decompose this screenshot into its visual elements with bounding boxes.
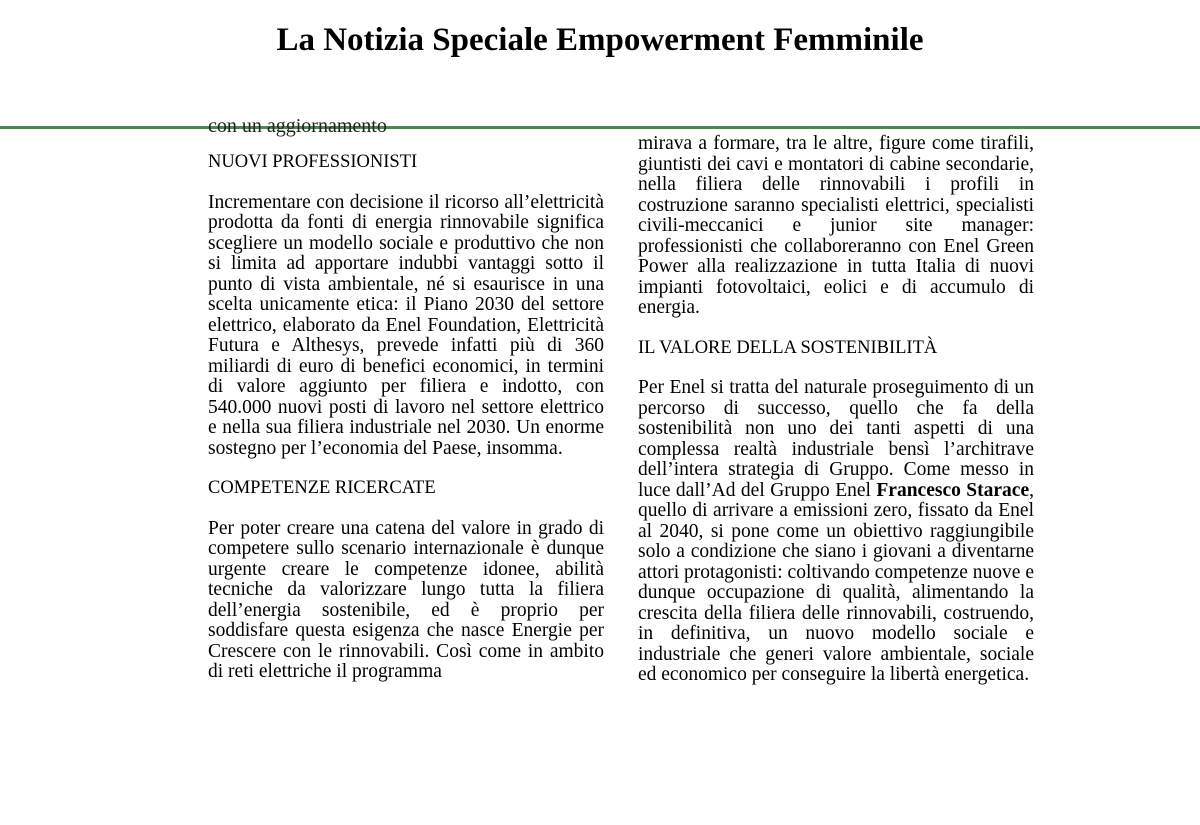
- article-paragraph: Per poter creare una catena del valore in grado di competere sullo scenario internazionale è dunque urgente creare le competenze idonee, abilità tecniche da valorizzare lungo tutta la filiera dell’energia sostenibile, ed è proprio per soddisfare questa esigenza che nasce Energie per Crescere con le rinnovabili. Così come in ambito di reti elettriche il programma: [208, 517, 604, 682]
- section-heading-competenze-ricercate: COMPETENZE RICERCATE: [208, 478, 436, 498]
- paragraph-text: , quello di arrivare a emissioni zero, fissato da Enel al 2040, si pone come un obiettivo raggiungibile solo a condizione che siano i giovani a diventarne attori protagonisti: coltivando competenze nuove e dunque occupazione di qualità, alimentando la crescita della filiera delle rinnovabili, costruendo, in definitiva, un nuovo modello sociale e industriale che generi valore ambientale, sociale ed economico per conseguire la libertà energetica.: [638, 479, 1034, 685]
- article-paragraph: mirava a formare, tra le altre, figure come tirafili, giuntisti dei cavi e montatori di cabine secondarie, nella filiera delle rinnovabili i profili in costruzione saranno specialisti elettrici, specialisti civili-meccanici e junior site manager: professionisti che collaboreranno con Enel Green Power alla realizzazione in tutta Italia di nuovi impianti fotovoltaici, eolici e di accumulo di energia.: [638, 133, 1034, 318]
- highlighted-person-name: Francesco Starace: [876, 479, 1030, 501]
- paragraph-text: Per Enel si tratta del naturale proseguimento di un percorso di successo, quello che fa della sostenibilità non uno dei tanti aspetti di una complessa realtà industriale bensì l’architrave dell’intera strategia di Gruppo. Come messo in luce dall’Ad del Gruppo Enel: [638, 377, 1034, 501]
- article-paragraph: Incrementare con decisione il ricorso all’elettricità prodotta da fonti di energia rinnovabile significa scegliere un modello sociale e produttivo che non si limita ad apportare indubbi vantaggi sotto il punto di vista ambientale, né si esaurisce in una scelta unicamente etica: il Piano 2030 del settore elettrico, elaborato da Enel Foundation, Elettricità Futura e Althesys, prevede infatti più di 360 miliardi di euro di benefici economici, in termini di valore aggiunto per filiera e indotto, con 540.000 nuovi posti di lavoro nel settore elettrico e nella sua filiera industriale nel 2030. Un enorme sostegno per l’economia del Paese, insomma.: [208, 191, 604, 459]
- section-heading-valore-sostenibilita: IL VALORE DELLA SOSTENIBILITÀ: [638, 337, 938, 358]
- clipped-text: con un aggiornamento: [208, 115, 387, 137]
- header-divider: [0, 126, 1200, 129]
- clipped-text-fragment: [208, 115, 604, 137]
- section-heading-nuovi-professionisti: NUOVI PROFESSIONISTI: [208, 152, 418, 172]
- page-title: La Notizia Speciale Empowerment Femminile: [276, 22, 924, 58]
- article-paragraph: [638, 378, 1034, 686]
- right-column: [638, 130, 1034, 780]
- left-column: [208, 115, 604, 766]
